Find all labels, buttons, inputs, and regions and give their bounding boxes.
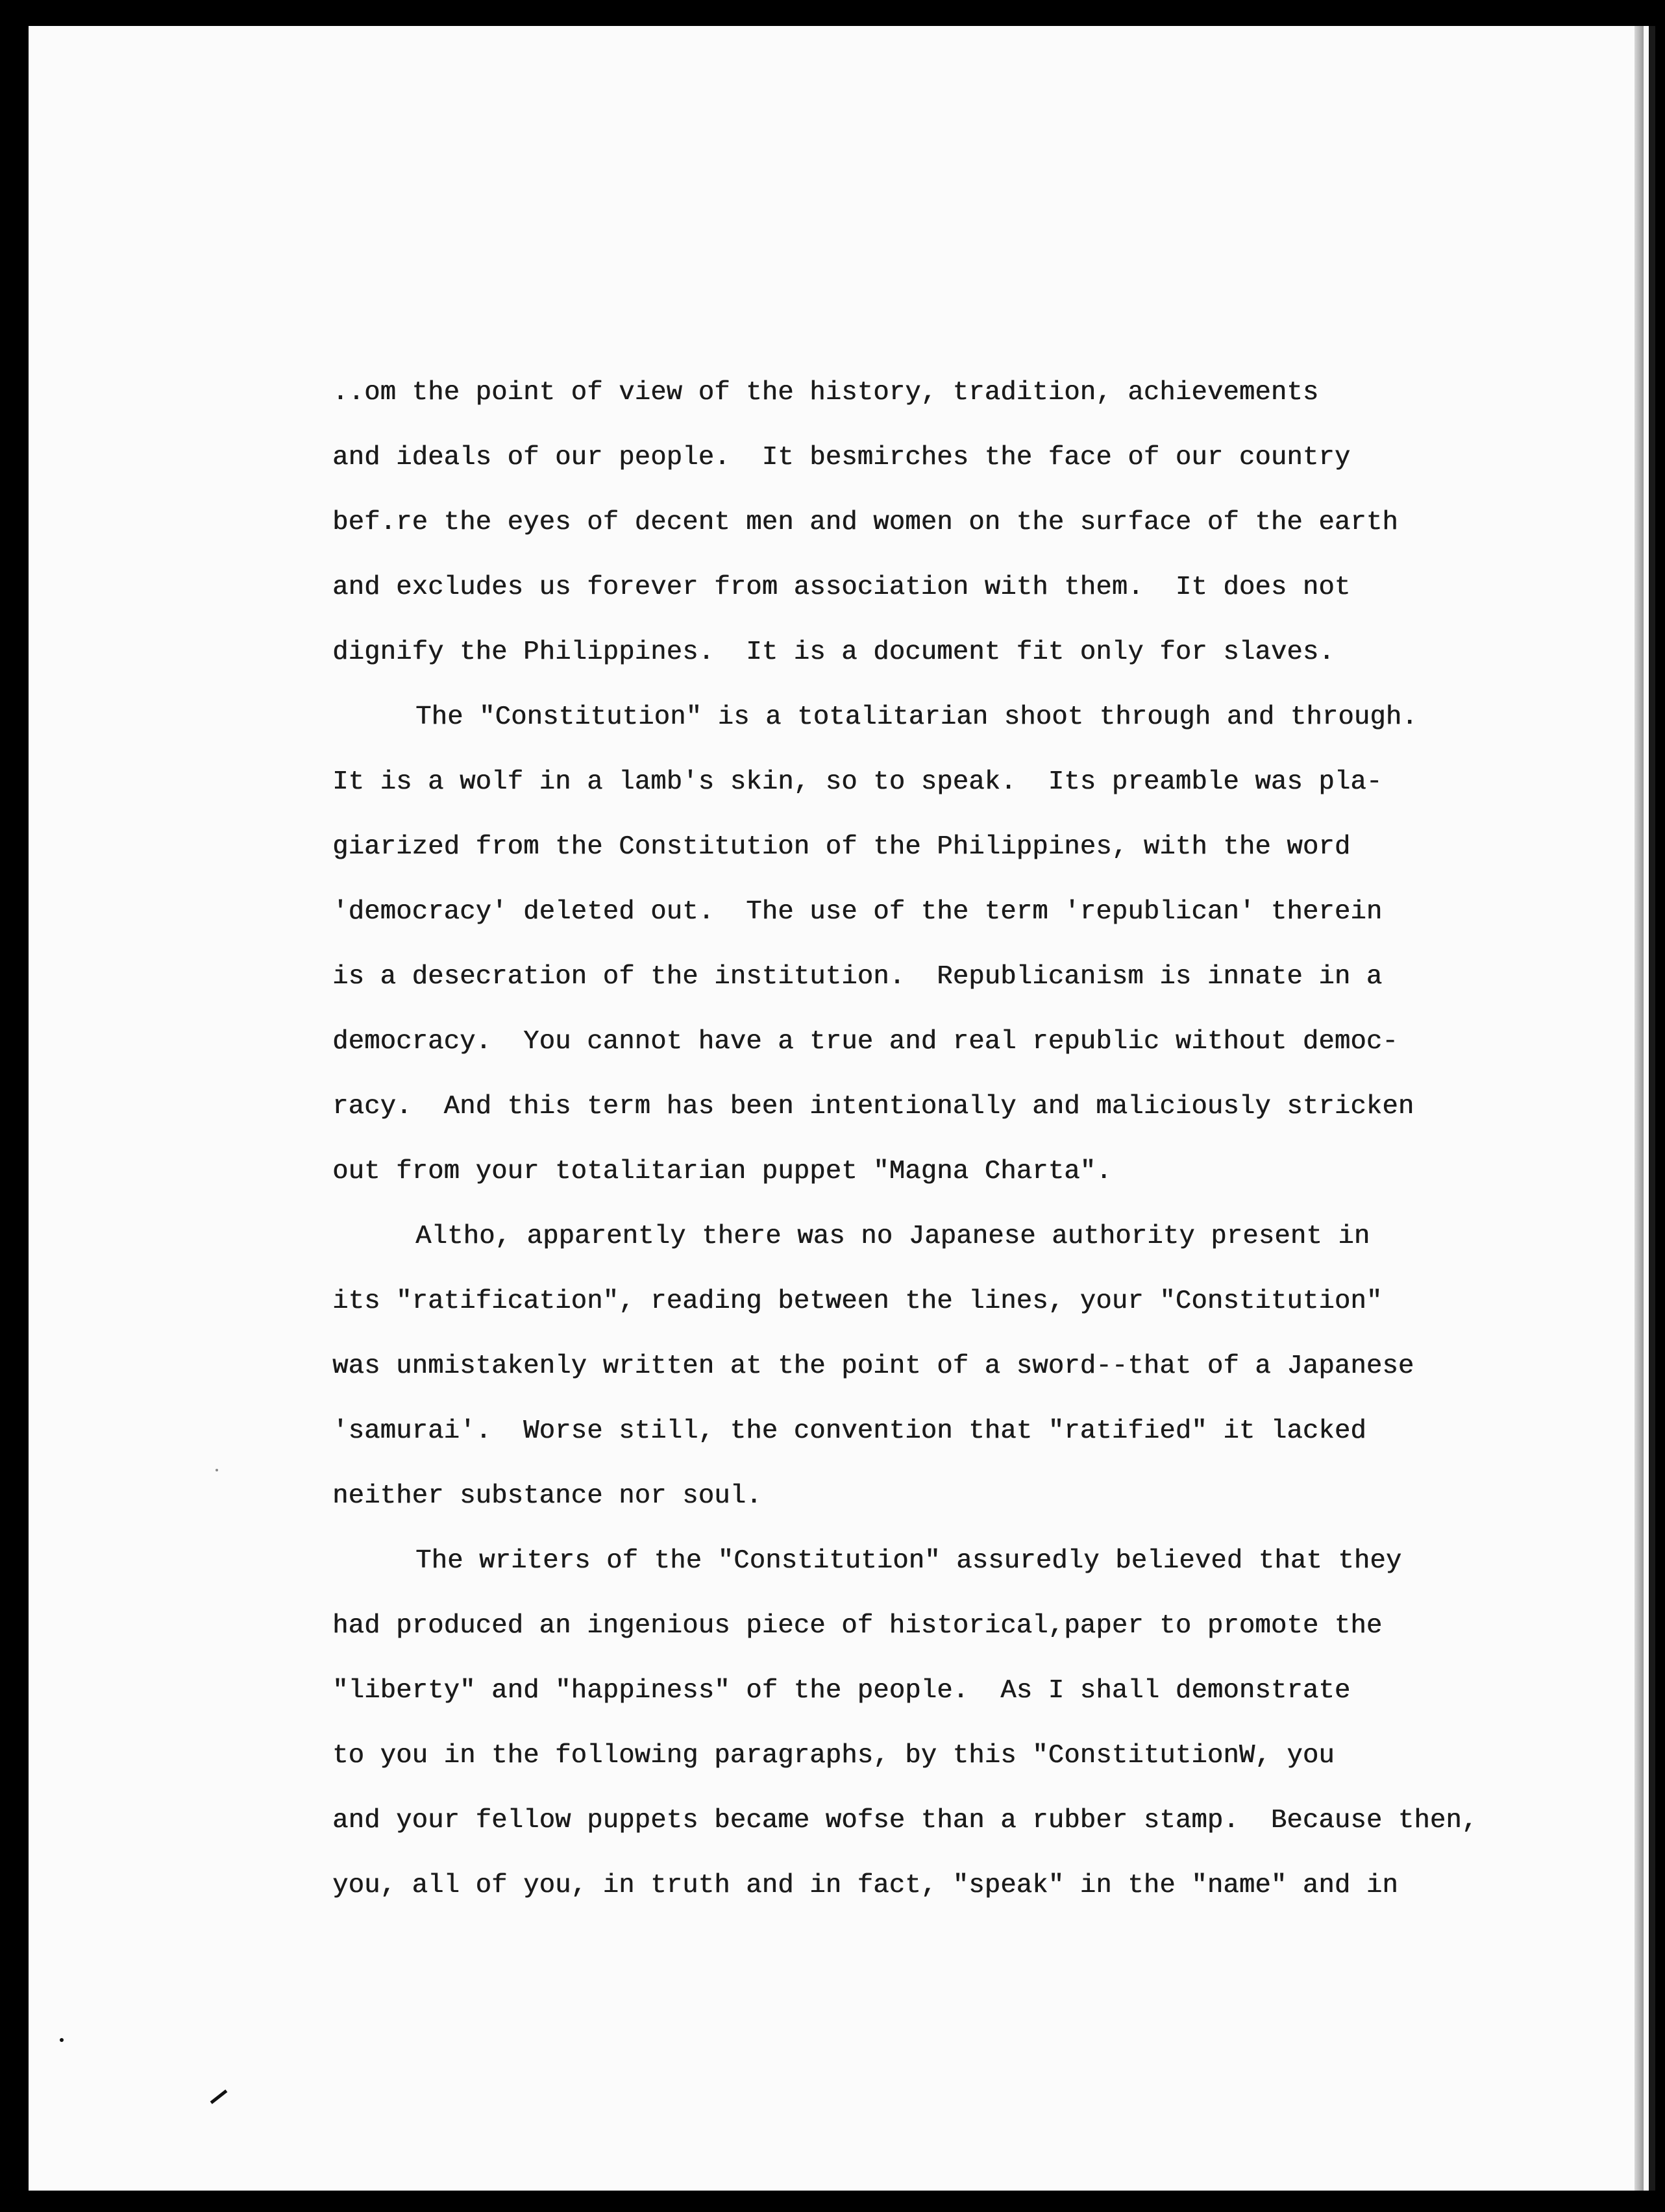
scan-speck (216, 1469, 218, 1471)
paragraph-start-line: The writers of the "Constitution" assuredly believed that they (415, 1546, 1402, 1576)
text-line: you, all of you, in truth and in fact, "speak" in the "name" and in (332, 1871, 1398, 1900)
text-line: dignify the Philippines. It is a document fit only for slaves. (332, 637, 1335, 667)
text-line: ..om the point of view of the history, tradition, achievements (332, 378, 1319, 408)
text-line: 'samurai'. Worse still, the convention that "ratified" it lacked (332, 1416, 1366, 1446)
text-line: had produced an ingenious piece of historical,paper to promote the (332, 1611, 1383, 1641)
text-line: 'democracy' deleted out. The use of the term 'republican' therein (332, 897, 1383, 927)
text-line: democracy. You cannot have a true and real republic without democ- (332, 1027, 1398, 1057)
scan-speck (60, 2038, 64, 2042)
text-line: to you in the following paragraphs, by this "ConstitutionW, you (332, 1741, 1335, 1771)
text-line: was unmistakenly written at the point of a sword--that of a Japanese (332, 1351, 1414, 1381)
text-line: "liberty" and "happiness" of the people. As I shall demonstrate (332, 1676, 1351, 1706)
text-line: giarized from the Constitution of the Philippines, with the word (332, 832, 1351, 862)
typewritten-text-body (332, 373, 1533, 1931)
text-line: is a desecration of the institution. Republicanism is innate in a (332, 962, 1383, 992)
paragraph-start-line: Altho, apparently there was no Japanese authority present in (415, 1222, 1370, 1251)
text-line: racy. And this term has been intentionally and maliciously stricken (332, 1092, 1414, 1122)
text-line: out from your totalitarian puppet "Magna Charta". (332, 1157, 1112, 1186)
text-line: It is a wolf in a lamb's skin, so to speak. Its preamble was pla- (332, 767, 1383, 797)
text-line: bef.re the eyes of decent men and women on the surface of the earth (332, 508, 1398, 537)
paragraph-start-line: The "Constitution" is a totalitarian shoot through and through. (415, 702, 1418, 732)
text-line: and excludes us forever from association with them. It does not (332, 572, 1351, 602)
text-line: and your fellow puppets became wofse than a rubber stamp. Because then, (332, 1806, 1478, 1836)
text-line: and ideals of our people. It besmirches the face of our country (332, 443, 1351, 473)
text-line: neither substance nor soul. (332, 1481, 762, 1511)
paper-edge-shadow (1634, 26, 1644, 2191)
text-line: its "ratification", reading between the lines, your "Constitution" (332, 1286, 1383, 1316)
